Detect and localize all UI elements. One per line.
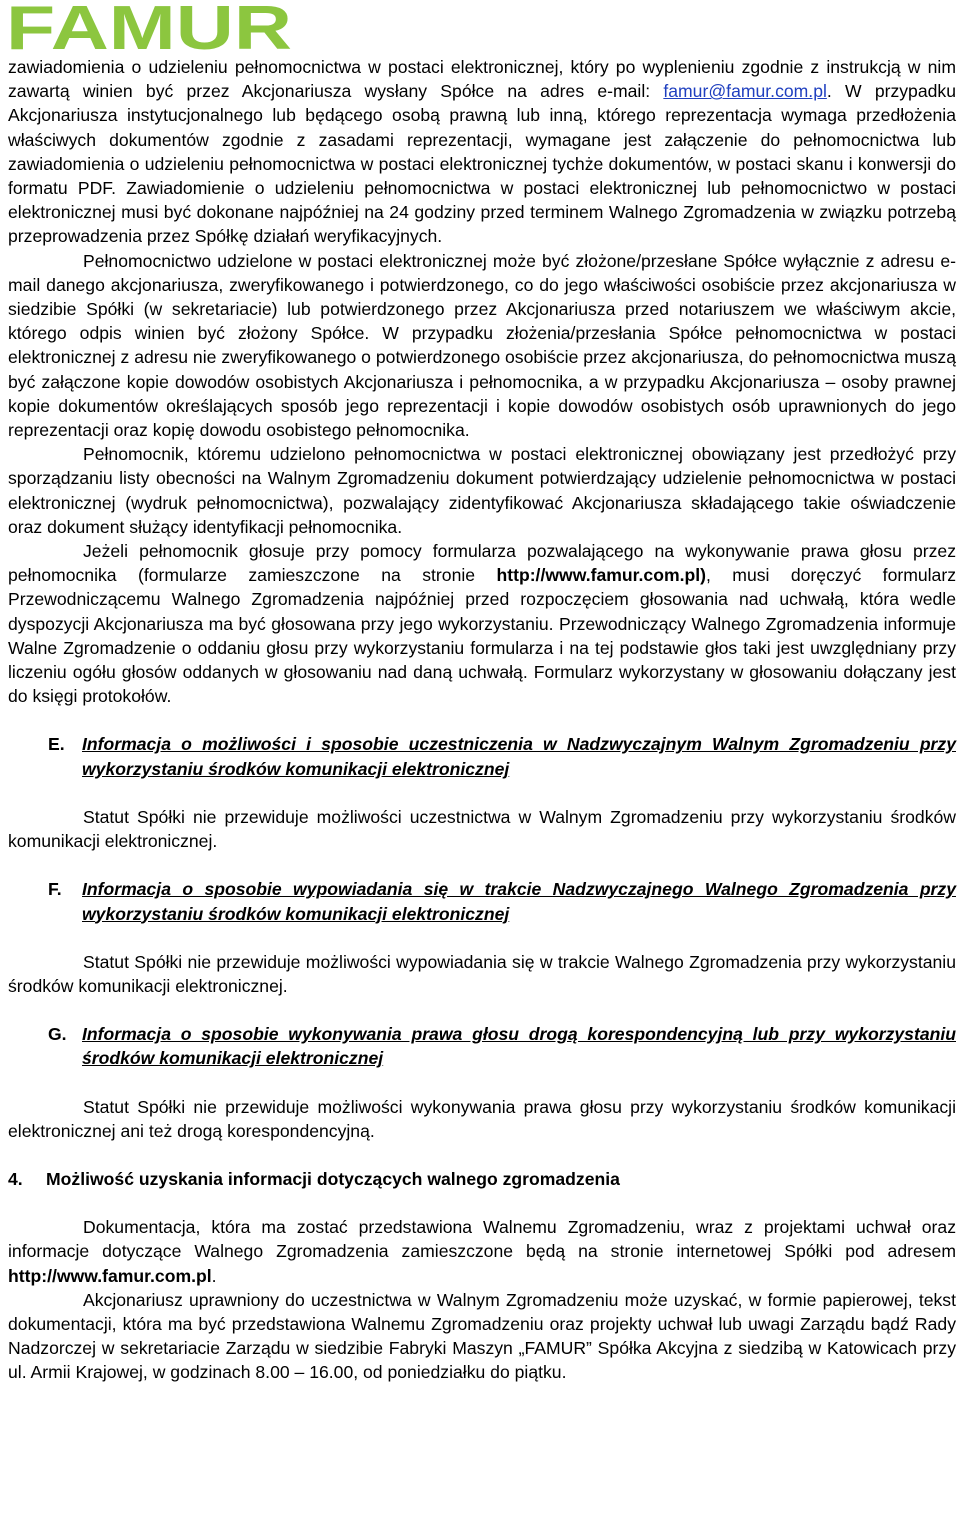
- svg-text:FAMUR: FAMUR: [6, 0, 292, 56]
- paragraph-documentation: Dokumentacja, która ma zostać przedstawiona Walnemu Zgromadzeniu, wraz z projektami uchwał oraz informacje dotyczące Walnego Zgromadzenia zamieszczone będą na stronie internetowej Spółki pod adresem http://www.famur.com.pl.: [8, 1217, 956, 1286]
- paragraph-paper-copy: Akcjonariusz uprawniony do uczestnictwa w Walnym Zgromadzeniu może uzyskać, w formie papierowej, tekst dokumentacji, która ma być przedstawiona Walnemu Zgromadzeniu oraz projekty uchwał lub uwagi Zarządu bądź Rady Nadzorczej w sekretariacie Zarządu w siedzibie Fabryki Maszyn „FAMUR” Spółka Akcyjna z siedzibą w Katowicach przy ul. Armii Krajowej, w godzinach 8.00 – 16.00, od poniedziałku do piątku.: [8, 1289, 956, 1383]
- website-link[interactable]: http://www.famur.com.pl): [496, 565, 706, 586]
- section-f-heading: F. Informacja o sposobie wypowiadania się w trakcie Nadzwyczajnego Walnego Zgromadzenia przy wykorzystaniu środków komunikacji elektronicznej: [48, 879, 956, 924]
- paragraph-proxy-submission: Pełnomocnictwo udzielone w postaci elektronicznej może być złożone/przesłane Spółce wyłącznie z adresu e-mail danego akcjonariusza, zweryfikowanego i potwierdzonego, co do jego właściwości osobiście przez akcjonariusza w siedzibie Spółki (w sekretariacie) lub potwierdzonego przez Akcjonariusza przed notariuszem we właściwym akcie, którego odpis winien być złożony Spółce. W przypadku złożenia/przesłania Spółce pełnomocnictwa w postaci elektronicznej z adresu nie zweryfikowanego o potwierdzonego osobiście przez akcjonariusza, do pełnomocnictwa muszą być załączone kopie dowodów osobistych Akcjonariusza i pełnomocnika, a w przypadku Akcjonariusza – osoby prawnej kopie dokumentów określających sposób jego reprezentacji i kopie dowodów osobistych osób uprawnionych do jego reprezentacji oraz kopię dowodu osobistego pełnomocnika.: [8, 250, 956, 441]
- section-f-body: Statut Spółki nie przewiduje możliwości wypowiadania się w trakcie Walnego Zgromadzenia przy wykorzystaniu środków komunikacji elektronicznej.: [8, 951, 956, 996]
- section-g-body: Statut Spółki nie przewiduje możliwości wykonywania prawa głosu przy wykorzystaniu środków komunikacji elektronicznej ani też drogą korespondencyjną.: [8, 1096, 956, 1141]
- section-4-heading: 4. Możliwość uzyskania informacji dotyczących walnego zgromadzenia: [8, 1168, 620, 1189]
- website-link-2[interactable]: http://www.famur.com.pl: [8, 1265, 212, 1286]
- section-g-heading: G. Informacja o sposobie wykonywania prawa głosu drogą korespondencyjną lub przy wykorzystaniu środków komunikacji elektronicznej: [48, 1024, 956, 1069]
- section-e-body: Statut Spółki nie przewiduje możliwości uczestnictwa w Walnym Zgromadzeniu przy wykorzystaniu środków komunikacji elektronicznej.: [8, 806, 956, 852]
- document-body: [8, 55, 956, 1385]
- paragraph-proxy-attendance: Pełnomocnik, któremu udzielono pełnomocnictwa w postaci elektronicznej obowiązany jest przedłożyć przy sporządzaniu listy obecności na Walnym Zgromadzeniu dokument potwierdzający udzielenie pełnomocnictwa w postaci elektronicznej (wydruk pełnomocnictwa), pozwalający zidentyfikować Akcjonariusza składającego takie oświadczenie oraz dokument służący identyfikacji pełnomocnika.: [8, 444, 956, 537]
- section-e-heading: E. Informacja o możliwości i sposobie uczestniczenia w Nadzwyczajnym Walnym Zgromadzeniu przy wykorzystaniu środków komunikacji elektronicznej: [48, 734, 956, 779]
- famur-logo: [6, 0, 296, 56]
- paragraph-electronic-proxy: zawiadomienia o udzieleniu pełnomocnictwa w postaci elektronicznej, który po wyplenieniu zgodnie z instrukcją w nim zawartą winien być przez Akcjonariusza wysłany Spółce na adres e-mail: famur@famur.com.pl. W przypadku Akcjonariusza instytucjonalnego lub będącego osobą prawną lub inną, którego reprezentacja wymaga przedłożenia właściwych dokumentów zgodnie z zasadami reprezentacji, wymagane jest załączenie do pełnomocnictwa lub zawiadomienia o udzieleniu pełnomocnictwa w postaci elektronicznej tychże dokumentów, w postaci skanu i konwersji do formatu PDF. Zawiadomienie o udzieleniu pełnomocnictwa w postaci elektronicznej lub pełnomocnictwo w postaci elektronicznej musi być dokonane najpóźniej na 24 godziny przed terminem Walnego Zgromadzenia w związku potrzebą przeprowadzenia przez Spółkę działań weryfikacyjnych.: [8, 57, 956, 247]
- email-link[interactable]: famur@famur.com.pl: [663, 81, 827, 102]
- paragraph-proxy-form: Jeżeli pełnomocnik głosuje przy pomocy formularza pozwalającego na wykonywanie prawa głosu przez pełnomocnika (formularze zamieszczone na stronie http://www.famur.com.pl), musi doręczyć formularz Przewodniczącemu Walnego Zgromadzenia najpóźniej przed rozpoczęciem głosowania nad uchwałą, która wedle dyspozycji Akcjonariusza ma być głosowana przy jego wykorzystaniu. Przewodniczący Walnego Zgromadzenia informuje Walne Zgromadzenie o oddaniu głosu przy wykorzystaniu formularza i na tej podstawie głos taki jest uwzględniany przy liczeniu ogółu głosów oddanych w głosowaniu nad daną uchwałą. Formularz wykorzystany w głosowaniu dołączany jest do księgi protokołów.: [8, 541, 956, 707]
